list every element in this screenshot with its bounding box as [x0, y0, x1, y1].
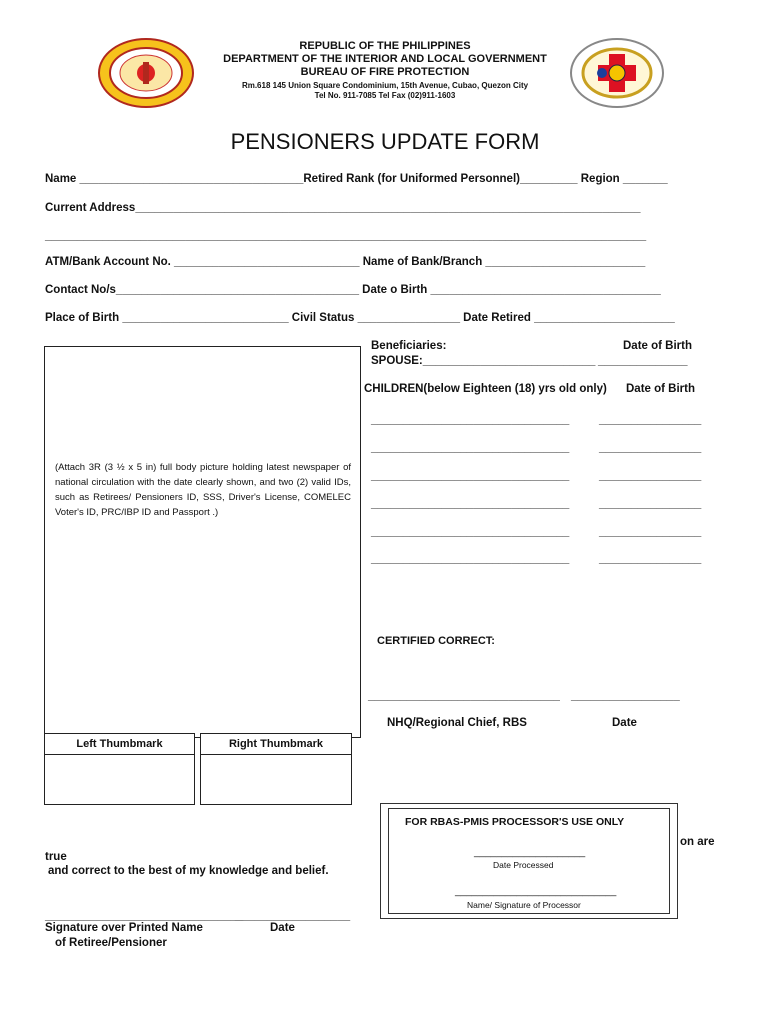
header-line-1: REPUBLIC OF THE PHILIPPINES [299, 40, 471, 52]
bank-field[interactable]: ATM/Bank Account No. _____________________________ Name of Bank/Branch _________________________ [45, 256, 646, 268]
processor-box-title: FOR RBAS-PMIS PROCESSOR'S USE ONLY [405, 816, 625, 828]
spouse-field[interactable]: SPOUSE:___________________________ [371, 355, 596, 367]
date-processed-label: Date Processed [493, 860, 554, 870]
date-processed-field[interactable]: ____________________ [474, 847, 586, 858]
header-tel: Tel No. 911-7085 Tel Fax (02)911-1603 [314, 91, 456, 100]
child-2-dob-field[interactable]: ________________ [599, 442, 702, 454]
header-line-2: DEPARTMENT OF THE INTERIOR AND LOCAL GOVERNMENT [223, 53, 547, 65]
left-thumbmark-label: Left Thumbmark [45, 734, 194, 755]
left-thumbmark-box[interactable] [44, 733, 195, 805]
child-1-name-field[interactable]: _______________________________ [371, 414, 570, 426]
child-1-dob-field[interactable]: ________________ [599, 414, 702, 426]
bfp-seal-icon [572, 40, 662, 106]
beneficiaries-label: Beneficiaries: [371, 340, 447, 352]
child-3-dob-field[interactable]: ________________ [599, 470, 702, 482]
declaration-fragment: on are [680, 836, 715, 848]
birth-civil-field[interactable]: Place of Birth __________________________ Civil Status ________________ Date Retired ______________________ [45, 312, 675, 324]
chief-signature-field[interactable]: ______________________________ [368, 690, 560, 702]
retiree-date-field[interactable]: __________________ [235, 910, 351, 922]
retiree-signature-field[interactable]: _______________________________ [45, 910, 244, 922]
right-thumbmark-box[interactable] [200, 733, 352, 805]
dilg-seal-icon [100, 40, 192, 106]
child-4-name-field[interactable]: _______________________________ [371, 498, 570, 510]
processor-signature-field[interactable]: _____________________________ [455, 886, 617, 897]
spouse-dob-field[interactable]: ______________ [598, 355, 688, 367]
child-3-name-field[interactable]: _______________________________ [371, 470, 570, 482]
processor-box [380, 803, 678, 919]
child-2-name-field[interactable]: _______________________________ [371, 442, 570, 454]
contact-field[interactable]: Contact No/s______________________________________ Date o Birth ____________________________________ [45, 284, 661, 296]
address-line-2-field[interactable]: ______________________________________________________________________________________________ [45, 230, 647, 242]
current-address-field[interactable]: Current Address_______________________________________________________________________________ [45, 202, 641, 214]
declaration-line-1: true [45, 851, 67, 863]
signature-label: Signature over Printed Name [45, 922, 203, 934]
child-5-name-field[interactable]: _______________________________ [371, 526, 570, 538]
chief-date-field[interactable]: _________________ [571, 690, 680, 702]
children-dob-label: Date of Birth [626, 383, 695, 395]
form-title: PENSIONERS UPDATE FORM [230, 129, 540, 154]
bfp-seal-logo [570, 38, 664, 108]
child-6-name-field[interactable]: _______________________________ [371, 553, 570, 565]
children-label: CHILDREN(below Eighteen (18) yrs old only) [364, 383, 607, 395]
right-thumbmark-label: Right Thumbmark [201, 734, 351, 755]
name-field[interactable]: Name ___________________________________Retired Rank (for Uniformed Personnel)_________ Region _______ [45, 173, 668, 185]
header-line-3: BUREAU OF FIRE PROTECTION [300, 66, 470, 78]
child-5-dob-field[interactable]: ________________ [599, 526, 702, 538]
header-address: Rm.618 145 Union Square Condominium, 15th Avenue, Cubao, Quezon City [241, 81, 529, 90]
retiree-pensioner-label: of Retiree/Pensioner [55, 937, 167, 949]
dilg-seal-logo [98, 38, 194, 108]
photo-box[interactable] [44, 346, 361, 738]
certified-correct-label: CERTIFIED CORRECT: [377, 635, 495, 647]
processor-signature-label: Name/ Signature of Processor [467, 900, 581, 910]
declaration-line-2: and correct to the best of my knowledge and belief. [48, 865, 329, 877]
chief-date-label: Date [612, 717, 637, 729]
chief-label: NHQ/Regional Chief, RBS [387, 717, 527, 729]
child-6-dob-field[interactable]: ________________ [599, 553, 702, 565]
retiree-date-label: Date [270, 922, 295, 934]
beneficiaries-dob-label: Date of Birth [623, 340, 692, 352]
photo-instructions: (Attach 3R (3 ½ x 5 in) full body picture holding latest newspaper of national circulation with the date clearly shown, and two (2) valid IDs, such as Retirees/ Pensioners ID, SSS, Driver's License, COMELEC Voter's ID, PRC/IBP ID and Passport .) [55, 462, 351, 518]
child-4-dob-field[interactable]: ________________ [599, 498, 702, 510]
